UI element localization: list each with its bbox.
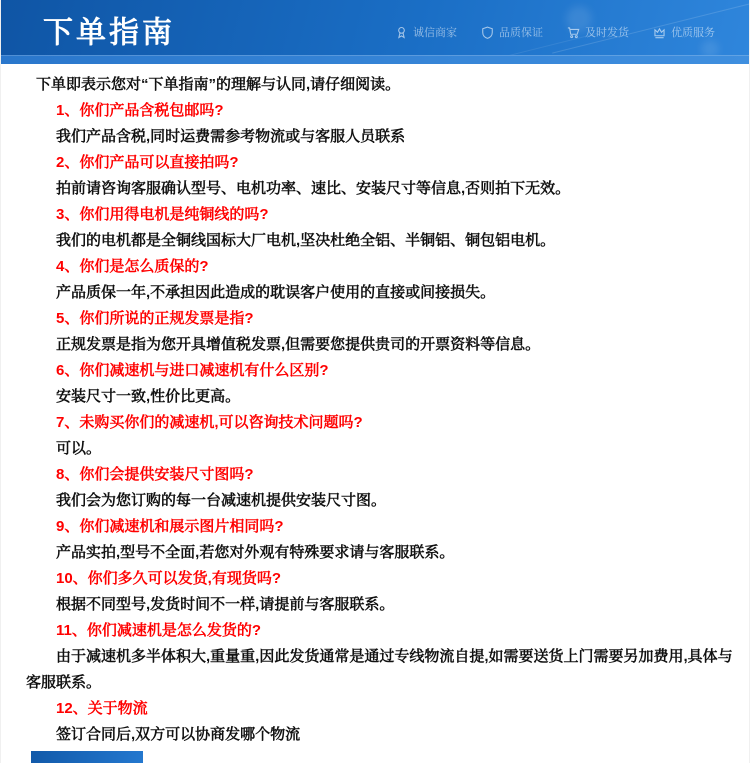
cart-icon bbox=[567, 26, 580, 39]
faq-question: 6、你们减速机与进口减速机有什么区别? bbox=[56, 362, 329, 379]
page-title: 下单指南 bbox=[43, 16, 175, 50]
faq-item bbox=[1, 358, 743, 410]
faq-answer: 可以。 bbox=[56, 440, 102, 457]
faq-answer: 我们产品含税,同时运费需参考物流或与客服人员联系 bbox=[56, 128, 406, 145]
faq-question: 1、你们产品含税包邮吗? bbox=[56, 102, 224, 119]
faq-item bbox=[1, 462, 743, 514]
badge-label: 品质保证 bbox=[499, 27, 543, 39]
faq-item bbox=[1, 566, 743, 618]
banner-badge bbox=[653, 24, 715, 40]
faq-item bbox=[1, 306, 743, 358]
faq-answer: 安装尺寸一致,性价比更高。 bbox=[56, 388, 241, 405]
faq-answer: 签订合同后,双方可以协商发哪个物流 bbox=[56, 726, 301, 743]
faq-item bbox=[1, 696, 743, 748]
banner-decor-glow bbox=[701, 40, 719, 58]
medal-icon bbox=[395, 26, 408, 39]
faq-item bbox=[1, 618, 743, 696]
faq-question: 5、你们所说的正规发票是指? bbox=[56, 310, 254, 327]
badge-label: 及时发货 bbox=[585, 27, 629, 39]
faq-question: 10、你们多久可以发货,有现货吗? bbox=[56, 570, 282, 587]
faq-answer: 拍前请咨询客服确认型号、电机功率、速比、安装尺寸等信息,否则拍下无效。 bbox=[56, 180, 571, 197]
faq-answer: 产品实拍,型号不全面,若您对外观有特殊要求请与客服联系。 bbox=[56, 544, 455, 561]
badge-label: 诚信商家 bbox=[413, 27, 457, 39]
faq-item bbox=[1, 150, 743, 202]
intro-text: 下单即表示您对“下单指南”的理解与认同,请仔细阅读。 bbox=[36, 76, 401, 93]
next-section-banner-peek bbox=[31, 751, 143, 763]
faq-item bbox=[1, 410, 743, 462]
banner-badges bbox=[395, 24, 715, 40]
faq-question: 2、你们产品可以直接拍吗? bbox=[56, 154, 239, 171]
banner-badge bbox=[395, 24, 457, 40]
faq-question: 11、你们减速机是怎么发货的? bbox=[56, 622, 262, 639]
faq-item bbox=[1, 514, 743, 566]
faq-item bbox=[1, 202, 743, 254]
faq-item bbox=[1, 98, 743, 150]
faq-item bbox=[1, 254, 743, 306]
faq-question: 9、你们减速机和展示图片相同吗? bbox=[56, 518, 284, 535]
faq-answer: 产品质保一年,不承担因此造成的耽误客户使用的直接或间接损失。 bbox=[56, 284, 496, 301]
badge-label: 优质服务 bbox=[671, 27, 715, 39]
faq-question: 7、未购买你们的减速机,可以咨询技术问题吗? bbox=[56, 414, 363, 431]
faq-question: 4、你们是怎么质保的? bbox=[56, 258, 209, 275]
faq-list bbox=[1, 98, 743, 748]
faq-answer: 根据不同型号,发货时间不一样,请提前与客服联系。 bbox=[56, 596, 395, 613]
faq-question: 3、你们用得电机是纯铜线的吗? bbox=[56, 206, 269, 223]
faq-question: 12、关于物流 bbox=[56, 700, 148, 717]
faq-answer: 我们会为您订购的每一台减速机提供安装尺寸图。 bbox=[56, 492, 387, 509]
faq-question: 8、你们会提供安装尺寸图吗? bbox=[56, 466, 254, 483]
faq-content bbox=[1, 64, 749, 748]
banner-badge bbox=[481, 24, 543, 40]
banner-badge bbox=[567, 24, 629, 40]
section-banner bbox=[1, 0, 749, 64]
crown-icon bbox=[653, 26, 666, 39]
faq-answer: 我们的电机都是全铜线国标大厂电机,坚决杜绝全铝、半铜铝、铜包铝电机。 bbox=[56, 232, 556, 249]
faq-answer: 正规发票是指为您开具增值税发票,但需要您提供贵司的开票资料等信息。 bbox=[56, 336, 541, 353]
faq-answer: 由于减速机多半体积大,重量重,因此发货通常是通过专线物流自提,如需要送货上门需要另加费用,具体与客服联系。 bbox=[26, 648, 733, 691]
shield-icon bbox=[481, 26, 494, 39]
